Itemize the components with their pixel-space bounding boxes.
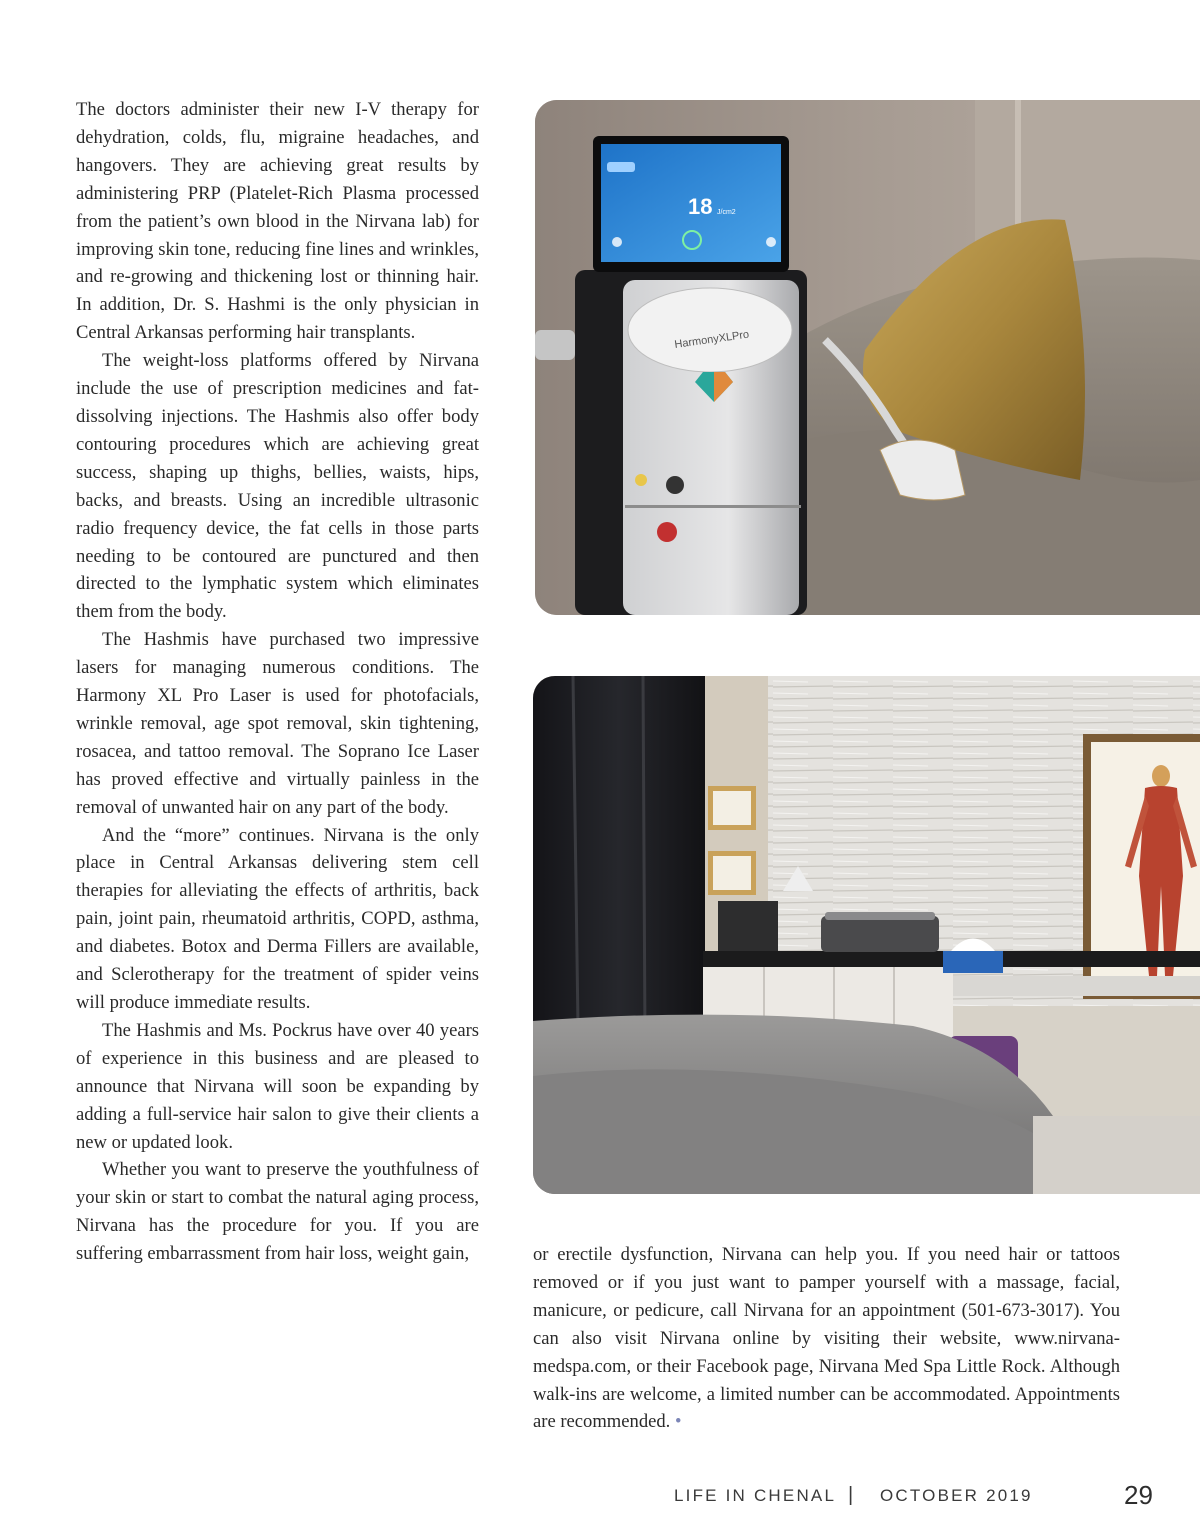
laser-room-photo [535, 100, 1200, 615]
screen-fluence-unit: J/cm2 [717, 209, 736, 216]
page-footer [0, 1480, 1200, 1514]
treatment-room-photo [533, 676, 1200, 1194]
paragraph-closing [533, 1241, 1120, 1436]
paragraph-experience: The Hashmis and Ms. Pockrus have over 40 years of experience in this business and are pleased to announce that Nirvana will soon be expanding by adding a full-service hair salon to give their clients a new or updated look. [76, 1019, 479, 1153]
page-number: 29 [1124, 1480, 1153, 1510]
footer-separator: | [848, 1484, 854, 1506]
paragraph-aging: Whether you want to preserve the youthfulness of your skin or start to combat the natural aging process, Nirvana has the procedure for you. If you are suffering embarrassment from hair loss, weight gain, [76, 1159, 479, 1265]
left-text-column [76, 96, 479, 1268]
paragraph-iv-therapy: The doctors administer their new I-V therapy for dehydration, colds, flu, migraine headaches, and hangovers. They are achieving great results by administering PRP (Platelet-Rich Plasma processed from the patient’s own blood in the Nirvana lab) for improving skin tone, reducing fine lines and wrinkles, and re-growing and thickening lost or thinning hair. In addition, Dr. S. Hashmi is the only physician in Central Arkansas performing hair transplants. [76, 99, 479, 344]
end-mark-bullet: • [674, 1411, 682, 1433]
paragraph-stem-cell: And the “more” continues. Nirvana is the only place in Central Arkansas delivering stem cell therapies for alleviating the effects of arthritis, back pain, joint pain, rheumatoid arthritis, COPD, asthma, and diabetes. Botox and Derma Fillers are available, and Sclerotherapy for the treatment of spider veins will produce immediate results. [76, 824, 479, 1013]
right-text-column [533, 1241, 1120, 1436]
paragraph-weight-loss: The weight-loss platforms offered by Nirvana include the use of prescription medicines and fat-dissolving injections. The Hashmis also offer body contouring procedures which are achieving great success, shaping up thighs, bellies, waists, hips, backs, and breasts. Using an incredible ultrasonic radio frequency device, the fat cells in those parts needing to be contoured are punctured and then directed to the lymphatic system which eliminates them from the body. [76, 350, 479, 623]
machine-brand-label: HarmonyXLPro [673, 328, 750, 351]
publication-name: LIFE IN CHENAL [674, 1486, 837, 1505]
paragraph-lasers: The Hashmis have purchased two impressive lasers for managing numerous conditions. The Harmony XL Pro Laser is used for photofacials, wrinkle removal, age spot removal, skin tightening, rosacea, and tattoo removal. The Soprano Ice Laser has proved effective and virtually painless in the removal of unwanted hair on any part of the body. [76, 629, 479, 818]
closing-text: or erectile dysfunction, Nirvana can help you. If you need hair or tattoos removed or if you just want to pamper yourself with a massage, facial, manicure, or pedicure, call Nirvana for an appointment (501-673-3017). You can also visit Nirvana online by visiting their website, www.nirvana-medspa.com, or their Facebook page, Nirvana Med Spa Little Rock. Although walk-ins are welcome, a limited number can be accommodated. Appointments are recommended. [533, 1244, 1120, 1433]
issue-date: OCTOBER 2019 [880, 1486, 1033, 1505]
screen-fluence-value: 18 [688, 194, 713, 219]
